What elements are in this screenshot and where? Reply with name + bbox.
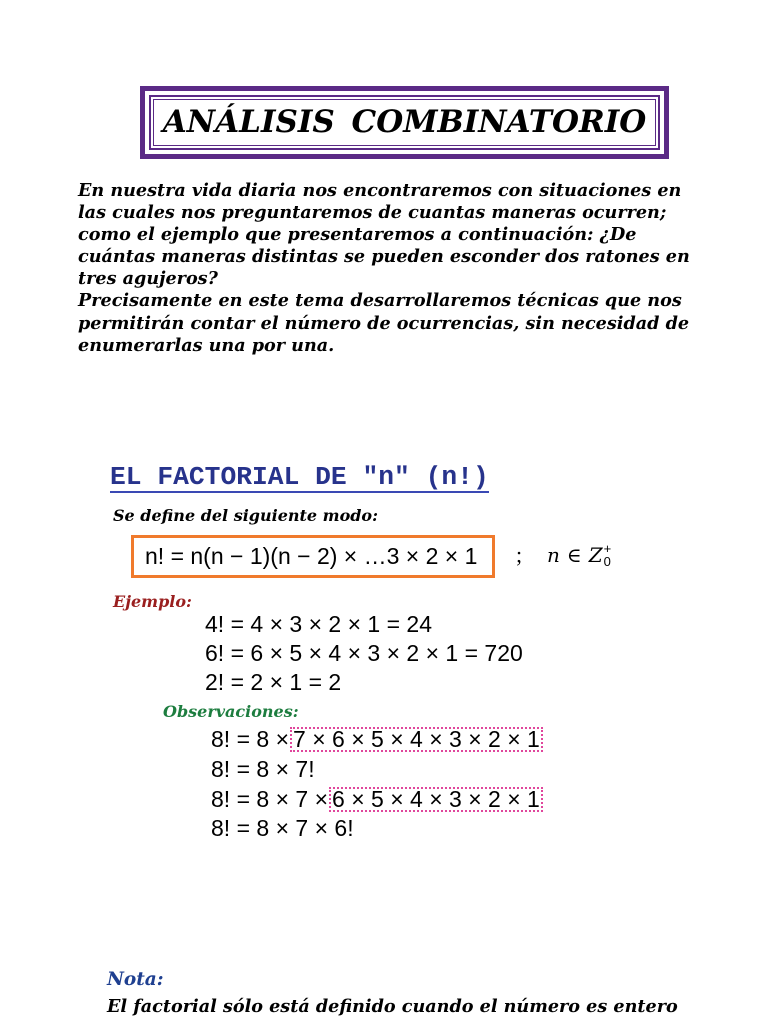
observation-formula: [211, 784, 543, 814]
title-box-innermost-border: [153, 99, 656, 146]
definition-formula-box: [131, 535, 495, 578]
note-text: El factorial sólo está definido cuando el número es entero: [107, 996, 678, 1017]
page-title: ANÁLISIS COMBINATORIO: [162, 104, 647, 140]
observation-list: [211, 725, 543, 844]
example-formula: 2! = 2 × 1 = 2: [205, 669, 342, 695]
formula-domain: [547, 537, 611, 573]
domain-variable: n: [547, 543, 560, 567]
observation-prefix: 8! = 8 × 7!: [211, 756, 315, 783]
intro-line: Precisamente en este tema desarrollaremos técnicas que nos: [78, 290, 682, 312]
intro-line: las cuales nos preguntaremos de cuantas maneras ocurren;: [78, 202, 667, 224]
observation-prefix: 8! = 8 ×: [211, 726, 290, 753]
example-formula: 6! = 6 × 5 × 4 × 3 × 2 × 1 = 720: [205, 640, 523, 666]
intro-line: En nuestra vida diaria nos encontraremos con situaciones en: [78, 180, 682, 201]
example-list: [205, 610, 523, 697]
section-heading: EL FACTORIAL DE "n" (n!): [110, 462, 489, 492]
highlighted-product: 6 × 5 × 4 × 3 × 2 × 1: [329, 787, 543, 812]
intro-line: como el ejemplo que presentaremos a continuación: ¿De: [78, 224, 637, 246]
note-label: Nota:: [107, 969, 164, 990]
intro-line: tres agujeros?: [78, 268, 218, 290]
intro-line: cuántas maneras distintas se pueden esconder dos ratones en: [78, 246, 690, 268]
title-box: [140, 86, 669, 159]
observation-formula: [211, 814, 543, 844]
observation-prefix: 8! = 8 × 7 × 6!: [211, 815, 354, 842]
intro-paragraph: [78, 180, 690, 357]
observations-label: Observaciones:: [163, 702, 299, 721]
observation-formula: [211, 755, 543, 785]
definition-label: Se define del siguiente modo:: [113, 506, 379, 525]
formula-separator: ;: [516, 542, 523, 567]
highlighted-product: 7 × 6 × 5 × 4 × 3 × 2 × 1: [290, 727, 543, 752]
domain-scripts: [604, 542, 612, 568]
example-formula: 4! = 4 × 3 × 2 × 1 = 24: [205, 611, 432, 637]
definition-formula: n! = n(n − 1)(n − 2) × …3 × 2 × 1: [145, 543, 478, 569]
observation-formula: [211, 725, 543, 755]
domain-subscript: 0: [603, 554, 611, 569]
example-label: Ejemplo:: [113, 592, 192, 611]
title-box-inner-border: [149, 95, 660, 150]
observation-prefix: 8! = 8 × 7 ×: [211, 785, 329, 812]
domain-relation: ∈: [566, 543, 582, 567]
domain-set: Z: [588, 543, 603, 567]
intro-line: enumerarlas una por una.: [78, 334, 335, 356]
domain-superscript: +: [603, 541, 612, 556]
intro-line: permitirán contar el número de ocurrencias, sin necesidad de: [78, 312, 690, 334]
